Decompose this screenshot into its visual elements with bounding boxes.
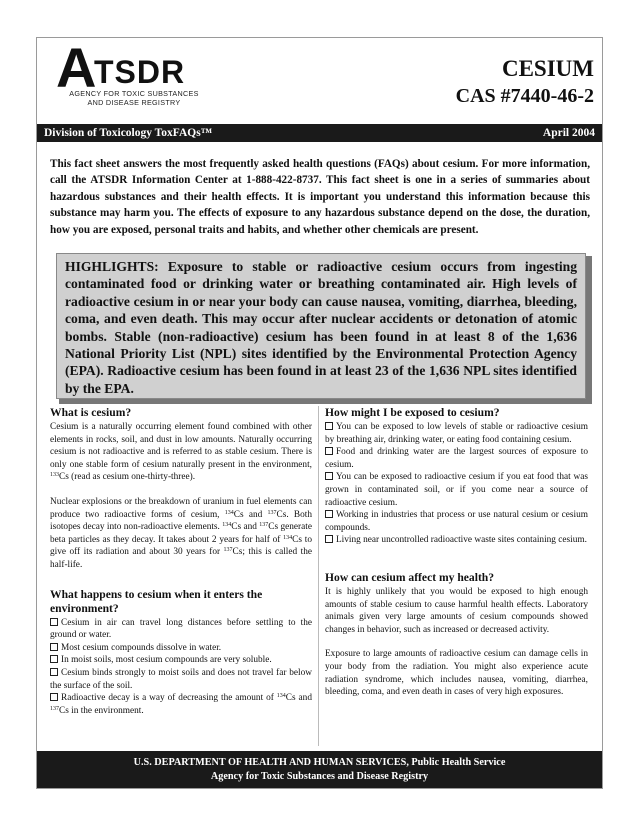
environment-bullet-2: Most cesium compounds dissolve in water. — [50, 642, 312, 655]
highlights-box: HIGHLIGHTS: Exposure to stable or radioactive cesium occurs from ingesting contaminated food or drinking water or breathing contaminated air. High levels of radioactive cesium in or near your body can cause nausea, vomiting, diarrhea, bleeding, coma, and even death. This may occur after nuclear accidents or detonation of atomic bombs. Stable (non-radioactive) cesium has been found in at least 8 of the 1,636 National Priority List (NPL) sites identified by the Environmental Protection Agency (EPA). Radioactive cesium has been found in at least 23 of the 1,636 NPL sites identified by the EPA. — [56, 253, 586, 399]
section-heading-exposure: How might I be exposed to cesium? — [325, 406, 500, 419]
division-bar — [37, 124, 602, 142]
left-column — [50, 406, 312, 717]
logo-sub-line1: AGENCY FOR TOXIC SUBSTANCES — [69, 89, 199, 98]
cas-number: CAS #7440-46-2 — [455, 85, 594, 107]
environment-bullet-3: In moist soils, most cesium compounds are very soluble. — [50, 654, 312, 667]
health-paragraph-1: It is highly unlikely that you would be exposed to high enough amounts of stable cesium to cause harmful health effects. Laboratory animals given very large amounts of cesium compounds showed changes in behavior, such as increased or decreased activity. — [325, 586, 588, 635]
checkbox-bullet-icon — [50, 643, 58, 651]
exposure-bullet-2: Food and drinking water are the largest sources of exposure to cesium. — [325, 447, 588, 470]
checkbox-bullet-icon — [50, 655, 58, 663]
checkbox-bullet-icon — [325, 422, 333, 430]
checkbox-bullet-icon — [50, 693, 58, 701]
checkbox-bullet-icon — [325, 447, 333, 455]
logo-subtitle — [64, 89, 204, 107]
division-label: Division of Toxicology ToxFAQs™ — [44, 127, 213, 139]
right-column — [325, 406, 588, 699]
what-is-paragraph-1: Cesium is a naturally occurring element found combined with other elements in rocks, soil, and dust in low amounts. Naturally occurring cesium is not radioactive and is referred to as stable cesium. There is only one stable form of cesium naturally present in the environment, $^{133}$Cs (read as cesium one-thirty-three). — [50, 422, 312, 483]
exposure-bullet-3: You can be exposed to radioactive cesium if you eat food that was grown in contaminated soil, or if you come near a source of radioactive cesium. — [325, 472, 588, 508]
publication-date: April 2004 — [542, 127, 595, 139]
title-block — [456, 55, 594, 109]
atsdr-logo — [56, 36, 216, 110]
environment-bullet-4: Cesium binds strongly to moist soils and does not travel far below the surface of the soil. — [50, 667, 312, 691]
logo-letters-tsdr: TSDR — [94, 54, 186, 90]
footer-line-2: Agency for Toxic Substances and Disease Registry — [210, 771, 429, 782]
what-is-paragraph-2: Nuclear explosions or the breakdown of uranium in fuel elements can produce two radioactive forms of cesium, $^{134}$Cs and $^{137}$Cs. Both isotopes decay into non-radioactive elements. $^{134}$Cs and $^{137}$Cs generate beta particles as they decay. It takes about 2 years for half of $^{134}$Cs to give off its radiation and about 30 years for $^{137}$Cs; this is called the half-life. — [50, 496, 312, 570]
checkbox-bullet-icon — [50, 618, 58, 626]
footer-bar — [37, 751, 602, 788]
checkbox-bullet-icon — [50, 668, 58, 676]
exposure-bullet-5: Living near uncontrolled radioactive waste sites containing cesium. — [325, 534, 588, 547]
page-title: CESIUM — [501, 56, 594, 81]
intro-paragraph: This fact sheet answers the most frequently asked health questions (FAQs) about cesium. For more information, call the ATSDR Information Center at 1-888-422-8737. This fact sheet is one in a series of summaries about hazardous substances and their health effects. It is important you understand this information because this substance may harm you. The effects of exposure to any hazardous substance depend on the dose, the duration, how you are exposed, personal traits and habits, and whether other chemicals are present. — [50, 158, 590, 236]
exposure-bullet-4: Working in industries that process or use natural cesium or cesium compounds. — [325, 510, 588, 533]
logo-letter-a: A — [56, 36, 95, 99]
section-heading-health: How can cesium affect my health? — [325, 570, 495, 584]
section-heading-environment: What happens to cesium when it enters the environment? — [50, 587, 263, 615]
exposure-bullet-1: You can be exposed to low levels of stable or radioactive cesium by breathing air, drinking water, or eating food containing cesium. — [325, 422, 588, 445]
section-heading-what-is: What is cesium? — [50, 406, 132, 419]
environment-bullet-1: Cesium in air can travel long distances before settling to the ground or water. — [50, 617, 312, 641]
footer-line-1: U.S. DEPARTMENT OF HEALTH AND HUMAN SERVICES, Public Health Service — [133, 757, 506, 768]
logo-sub-line2: AND DISEASE REGISTRY — [87, 98, 181, 107]
checkbox-bullet-icon — [325, 510, 333, 518]
checkbox-bullet-icon — [325, 535, 333, 543]
environment-bullet-5: Radioactive decay is a way of decreasing the amount of $^{134}$Cs and $^{137}$Cs in the environment. — [50, 693, 312, 716]
health-paragraph-2: Exposure to large amounts of radioactive cesium can damage cells in your body from the radiation. You might also experience acute radiation syndrome, which includes nausea, vomiting, diarrhea, bleeding, coma, and even death in cases of very high exposures. — [325, 649, 588, 698]
checkbox-bullet-icon — [325, 472, 333, 480]
column-divider — [318, 406, 319, 746]
